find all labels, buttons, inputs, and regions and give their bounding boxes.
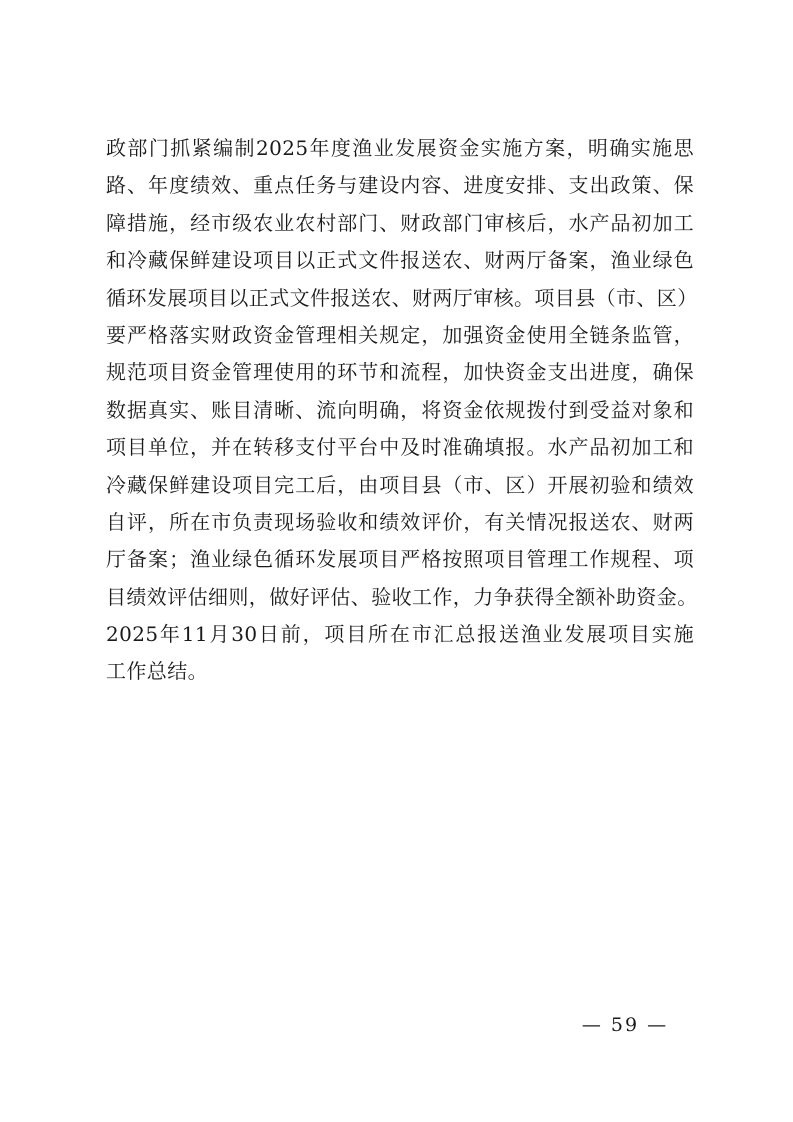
text-line: 自评，所在市负责现场验收和绩效评价，有关情况报送农、财两	[106, 509, 694, 534]
text-line: 障措施，经市级农业农村部门、财政部门审核后，水产品初加工	[106, 210, 694, 235]
page-number: — 59 —	[581, 1014, 669, 1036]
text-line: 数据真实、账目清晰、流向明确，将资金依规拨付到受益对象和	[106, 397, 694, 422]
text-line: 冷藏保鲜建设项目完工后，由项目县（市、区）开展初验和绩效	[106, 472, 694, 497]
text-line: 路、年度绩效、重点任务与建设内容、进度安排、支出政策、保	[106, 173, 694, 198]
text-line: 2025年11月30日前，项目所在市汇总报送渔业发展项目实施	[106, 622, 694, 647]
text-line: 要严格落实财政资金管理相关规定，加强资金使用全链条监管，	[106, 322, 694, 347]
text-line-last: 工作总结。	[106, 659, 208, 684]
text-line: 目绩效评估细则，做好评估、验收工作，力争获得全额补助资金。	[106, 584, 698, 609]
body-paragraph	[106, 130, 698, 691]
text-line: 政部门抓紧编制2025年度渔业发展资金实施方案，明确实施思	[106, 136, 694, 160]
text-line: 规范项目资金管理使用的环节和流程，加快资金支出进度，确保	[106, 360, 694, 385]
text-line: 厅备案；渔业绿色循环发展项目严格按照项目管理工作规程、项	[106, 547, 694, 572]
text-line: 和冷藏保鲜建设项目以正式文件报送农、财两厅备案，渔业绿色	[106, 248, 694, 273]
text-line: 循环发展项目以正式文件报送农、财两厅审核。项目县（市、区）	[106, 285, 698, 310]
text-line: 项目单位，并在转移支付平台中及时准确填报。水产品初加工和	[106, 435, 694, 460]
